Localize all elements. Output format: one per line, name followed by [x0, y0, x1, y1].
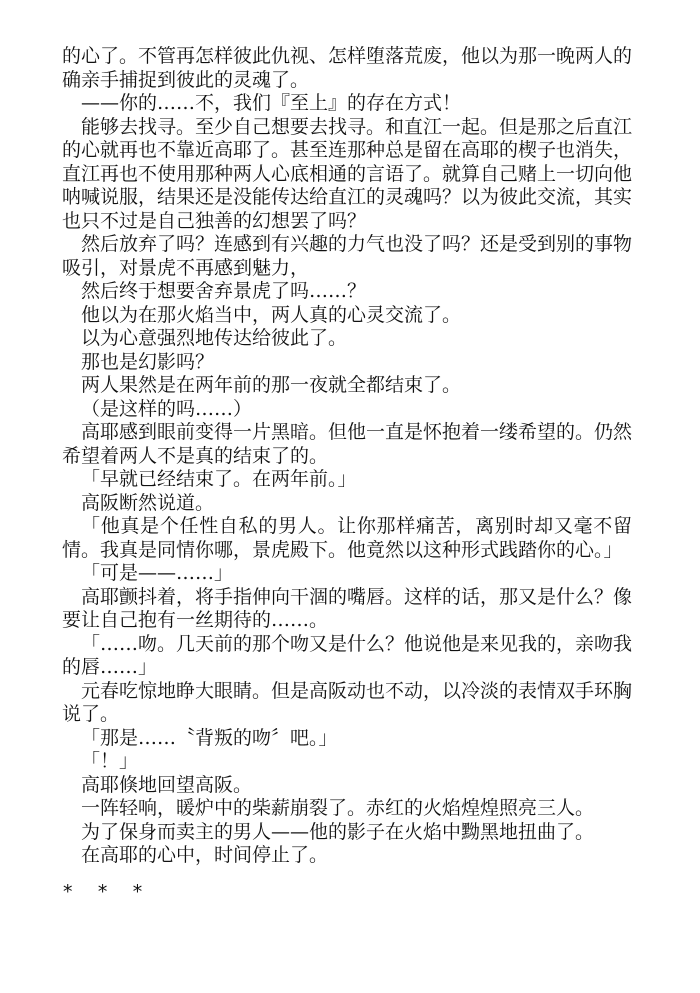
paragraph: 「……吻。几天前的那个吻又是什么？他说他是来见我的，亲吻我的唇……」	[62, 632, 633, 678]
section-separator: * * *	[62, 881, 150, 903]
paragraph: 以为心意强烈地传达给彼此了。	[81, 327, 348, 349]
paragraph: 高耶颤抖着，将手指伸向干涸的嘴唇。这样的话，那又是什么？像要让自己抱有一丝期待的……。	[62, 585, 633, 631]
paragraph: 「！」	[81, 750, 139, 772]
paragraph: 两人果然是在两年前的那一夜就全都结束了。	[81, 374, 462, 396]
paragraph: （是这样的吗……）	[81, 397, 253, 420]
paragraph: 高阪断然说道。	[81, 491, 215, 514]
paragraph: 高耶倏地回望高阪。	[81, 773, 253, 796]
paragraph: 「那是……〝背叛的吻〞吧。」	[81, 726, 338, 749]
paragraph: 然后放弃了吗？连感到有兴趣的力气也没了吗？还是受到别的事物吸引，对景虎不再感到魅力，	[62, 233, 633, 279]
paragraph: 「早就已经结束了。在两年前。」	[81, 468, 357, 490]
paragraph: 然后终于想要舍弃景虎了吗……？	[81, 280, 367, 302]
paragraph: 的心了。不管再怎样彼此仇视、怎样堕落荒废，他以为那一晚两人的确亲手捕捉到彼此的灵魂了。	[62, 45, 633, 91]
paragraph: 能够去找寻。至少自己想要去找寻。和直江一起。但是那之后直江的心就再也不靠近高耶了。甚至连那种总是留在高耶的楔子也消失，直江再也不使用那种两人心底相通的言语了。就算自己赌上一切向他呐喊说服，结果还是没能传达给直江的灵魂吗？以为彼此交流，其实也只不过是自己独善的幻想罢了吗？	[62, 115, 633, 232]
paragraph: 「可是——……」	[81, 562, 234, 584]
paragraph: 为了保身而卖主的男人——他的影子在火焰中黝黑地扭曲了。	[81, 820, 595, 843]
paragraph: 那也是幻影吗？	[81, 350, 215, 373]
paragraph: 元春吃惊地睁大眼睛。但是高阪动也不动，以冷淡的表情双手环胸说了。	[62, 679, 633, 725]
paragraph: 一阵轻响，暖炉中的柴薪崩裂了。赤红的火焰煌煌照亮三人。	[81, 797, 595, 819]
paragraph: 在高耶的心中，时间停止了。	[81, 844, 329, 866]
paragraph: 高耶感到眼前变得一片黑暗。但他一直是怀抱着一缕希望的。仍然希望着两人不是真的结束了的。	[62, 421, 633, 467]
book-page-text	[62, 45, 632, 868]
paragraph: ——你的……不，我们『至上』的存在方式！	[81, 92, 462, 114]
paragraph: 他以为在那火焰当中，两人真的心灵交流了。	[81, 303, 462, 326]
paragraph: 「他真是个任性自私的男人。让你那样痛苦，离别时却又毫不留情。我真是同情你哪，景虎殿下。他竟然以这种形式践踏你的心。」	[62, 515, 632, 561]
